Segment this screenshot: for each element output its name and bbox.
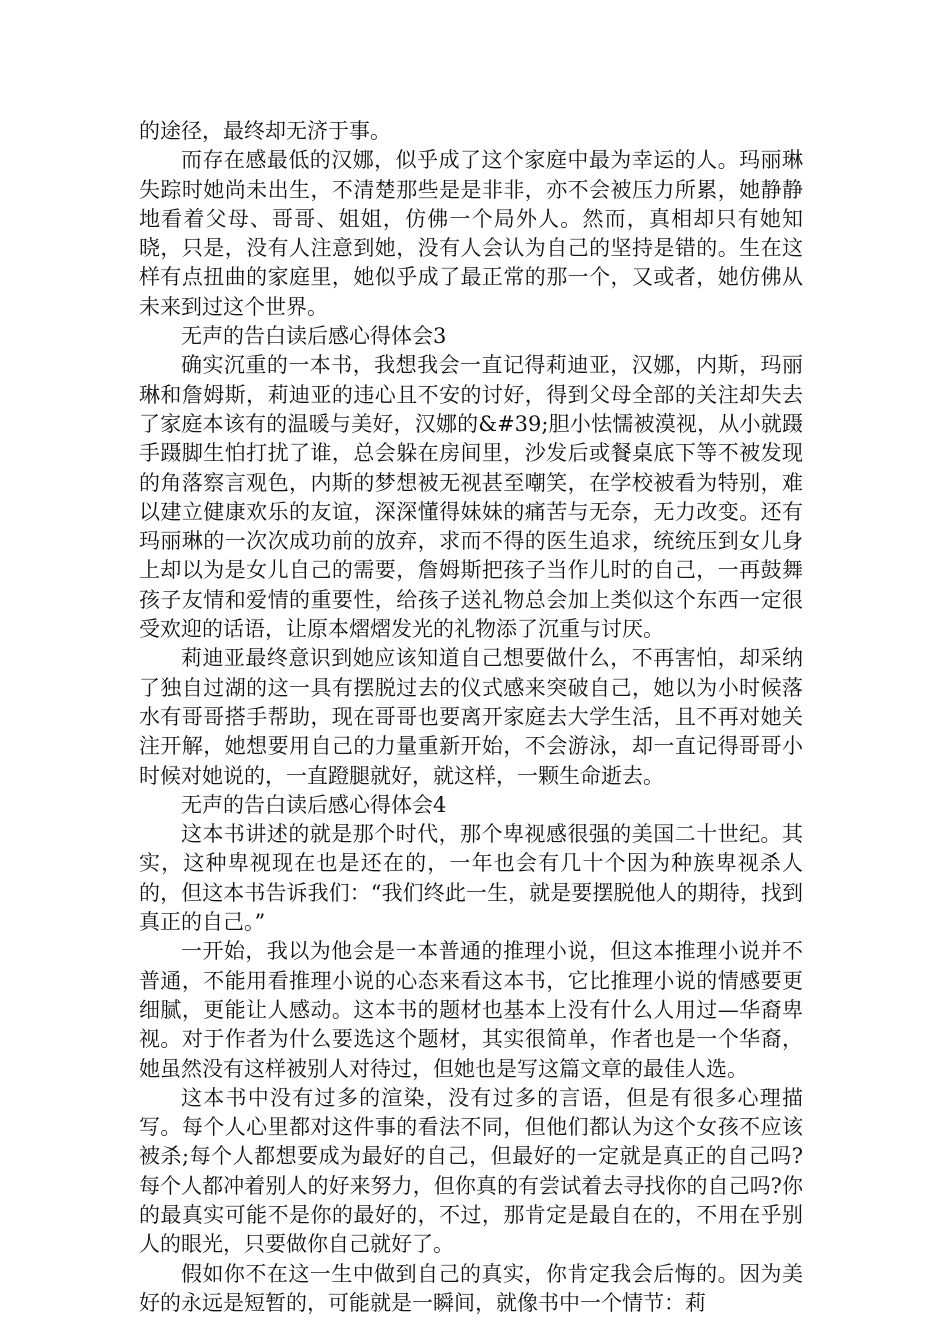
document-page [139,117,803,1318]
paragraph-hannah: 而存在感最低的汉娜，似乎成了这个家庭中最为幸运的人。玛丽琳失踪时她尚未出生，不清楚那些是是非非，亦不会被压力所累，她静静地看着父母、哥哥、姐姐，仿佛一个局外人。然而，真相却只有她知晓，只是，没有人注意到她，没有人会认为自己的坚持是错的。生在这样有点扭曲的家庭里，她似乎成了最正常的那一个，又或者，她仿佛从未来到过这个世界。 [139,148,803,319]
paragraph-psychology: 这本书中没有过多的渲染，没有过多的言语，但是有很多心理描写。每个人心里都对这件事的看法不同，但他们都认为这个女孩不应该被杀;每个人都想要成为最好的自己，但最好的一定就是真正的自己吗?每个人都冲着别人的好来努力，但你真的有尝试着去寻找你的自己吗?你的最真实可能不是你的最好的，不过，那肯定是最自在的，不用在乎别人的眼光，只要做你自己就好了。 [139,1085,803,1257]
paragraph-lydia: 莉迪亚最终意识到她应该知道自己想要做什么，不再害怕，却采纳了独自过湖的这一具有摆脱过去的仪式感来突破自己，她以为小时候落水有哥哥搭手帮助，现在哥哥也要离开家庭去大学生活，且不再对她关注开解，她想要用自己的力量重新开始，不会游泳，却一直记得哥哥小时候对她说的，一直蹬腿就好，就这样，一颗生命逝去。 [139,646,803,788]
section-heading-4: 无声的告白读后感心得体会4 [181,792,447,817]
section-heading-3: 无声的告白读后感心得体会3 [181,324,447,349]
paragraph-continuation: 的途径，最终却无济于事。 [139,119,391,143]
paragraph-era: 这本书讲述的就是那个时代，那个卑视感很强的美国二十世纪。其实，这种卑视现在也是还在的，一年也会有几十个因为种族卑视杀人的，但这本书告诉我们：“我们终此一生，就是要摆脱他人的期待，找到真正的自己。” [139,822,803,935]
paragraph-regret: 假如你不在这一生中做到自己的真实，你肯定我会后悔的。因为美好的永远是短暂的，可能就是一瞬间，就像书中一个情节：莉 [139,1261,803,1315]
paragraph-heavy-book: 确实沉重的一本书，我想我会一直记得莉迪亚，汉娜，内斯，玛丽琳和詹姆斯，莉迪亚的违心且不安的讨好，得到父母全部的关注却失去了家庭本该有的温暖与美好，汉娜的&#39;胆小怯懦被漠视，从小就蹑手蹑脚生怕打扰了谁，总会躲在房间里，沙发后或餐桌底下等不被发现的角落察言观色，内斯的梦想被无视甚至嘲笑，在学校被看为特别，难以建立健康欢乐的友谊，深深懂得妹妹的痛苦与无奈，无力改变。还有玛丽琳的一次次成功前的放弃，求而不得的医生追求，统统压到女儿身上却以为是女儿自己的需要，詹姆斯把孩子当作儿时的自己，一再鼓舞孩子友情和爱情的重要性，给孩子送礼物总会加上类似这个东西一定很受欢迎的话语，让原本熠熠发光的礼物添了沉重与讨厌。 [139,353,803,642]
paragraph-mystery-novel: 一开始，我以为他会是一本普通的推理小说，但这本推理小说并不普通，不能用看推理小说的心态来看这本书，它比推理小说的情感要更细腻，更能让人感动。这本书的题材也基本上没有什么人用过—华裔卑视。对于作者为什么要选这个题材，其实很简单，作者也是一个华裔，她虽然没有这样被别人对待过，但她也是写这篇文章的最佳人选。 [139,939,803,1081]
